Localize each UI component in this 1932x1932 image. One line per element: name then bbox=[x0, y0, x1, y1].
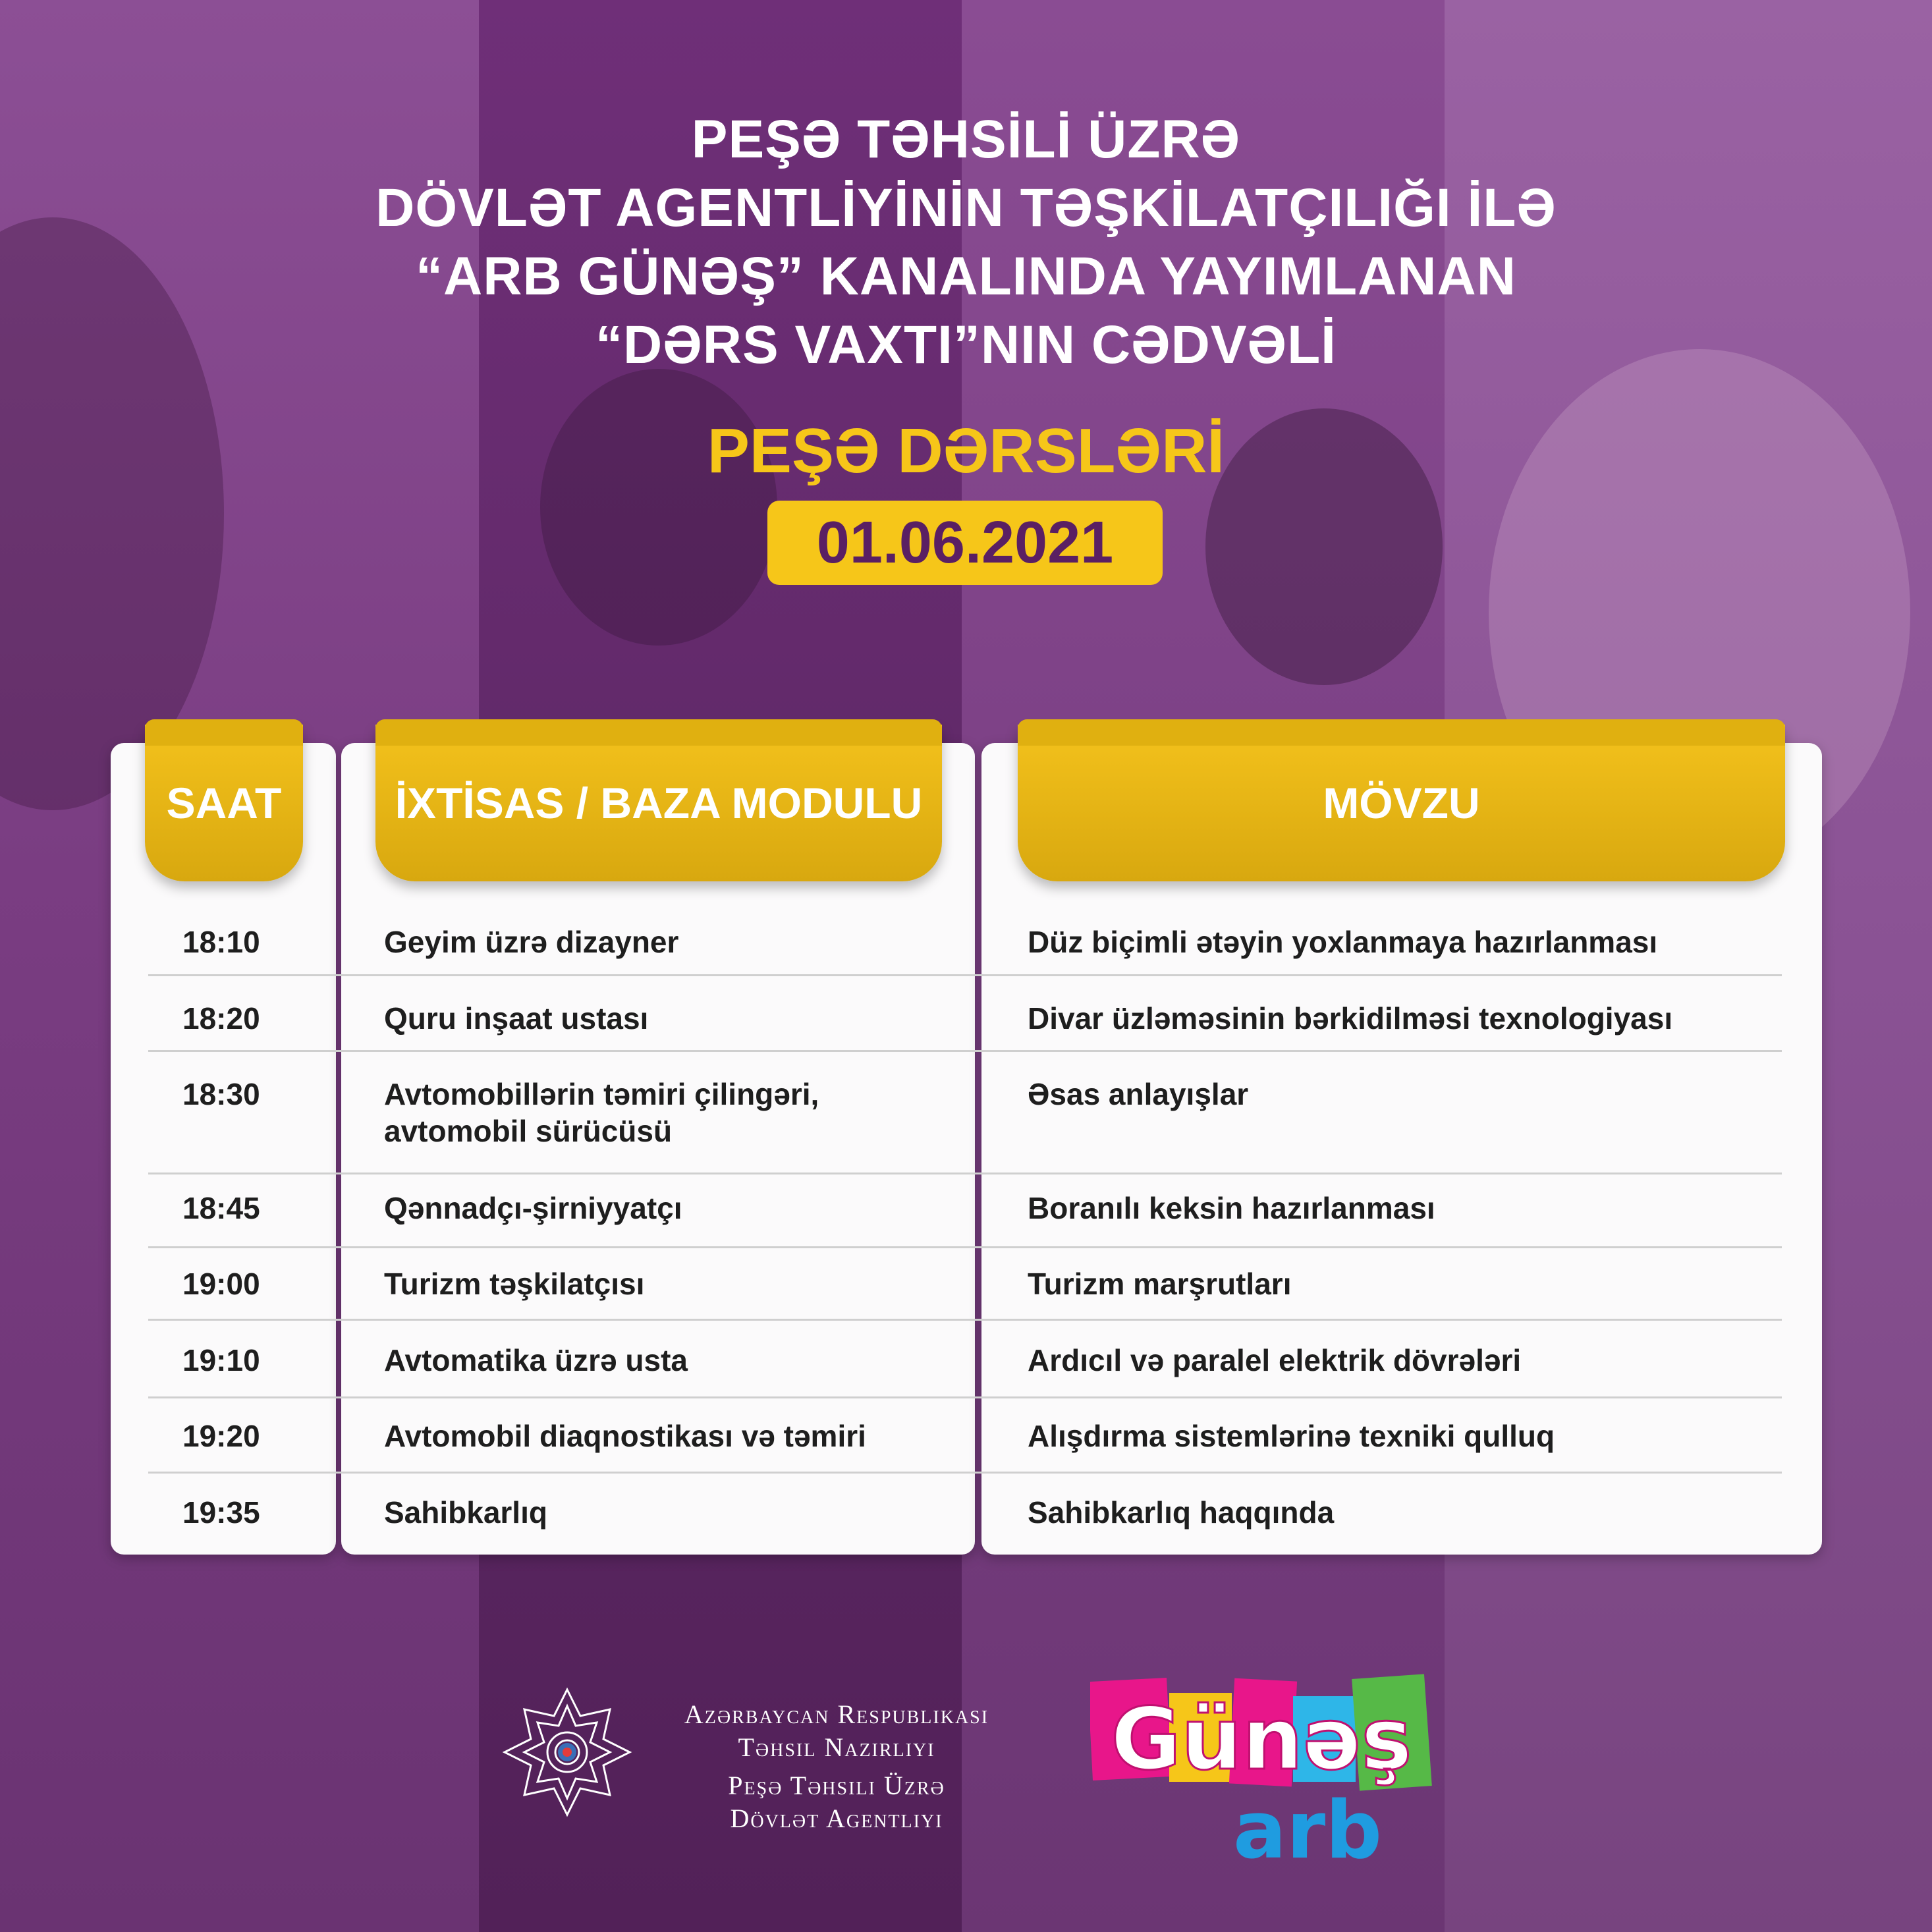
cell-specialty: Sahibkarlıq bbox=[384, 1495, 547, 1530]
background-figure bbox=[540, 369, 777, 646]
title-line: “DƏRS VAXTI”NIN CƏDVƏLİ bbox=[595, 315, 1337, 375]
title-line: PEŞƏ TƏHSİLİ ÜZRƏ bbox=[691, 109, 1241, 169]
subtitle: PEŞƏ DƏRSLƏRİ bbox=[707, 416, 1225, 486]
row-divider bbox=[148, 974, 1782, 976]
cell-specialty: Quru inşaat ustası bbox=[384, 1001, 649, 1035]
row-divider bbox=[148, 1173, 1782, 1174]
org-line: Dövlət Agentliyi bbox=[730, 1804, 943, 1833]
cell-time: 18:10 bbox=[182, 925, 260, 959]
row-divider bbox=[148, 1472, 1782, 1474]
cell-topic: Əsas anlayışlar bbox=[1028, 1077, 1249, 1111]
cell-time: 18:30 bbox=[182, 1077, 260, 1111]
cell-topic: Boranılı keksin hazırlanması bbox=[1028, 1191, 1435, 1225]
cell-topic: Ardıcıl və paralel elektrik dövrələri bbox=[1028, 1343, 1522, 1377]
cell-topic: Sahibkarlıq haqqında bbox=[1028, 1495, 1335, 1530]
title-line: DÖVLƏT AGENTLİYİNİN TƏŞKİLATÇILIĞI İLƏ bbox=[375, 178, 1557, 238]
org-line: Təhsil Nazirliyi bbox=[738, 1732, 935, 1762]
org-line: Peşə Təhsili Üzrə bbox=[728, 1771, 945, 1800]
org-line: Azərbaycan Respublikası bbox=[684, 1699, 989, 1729]
cell-topic: Divar üzləməsinin bərkidilməsi texnologiyası bbox=[1028, 1001, 1673, 1035]
column-header-topic: MÖVZU bbox=[1018, 725, 1785, 881]
cell-specialty: Geyim üzrə dizayner bbox=[384, 925, 679, 959]
arb-gunes-logo bbox=[1090, 1660, 1446, 1877]
cell-time: 18:20 bbox=[182, 1001, 260, 1035]
cell-specialty: Qənnadçı-şirniyyatçı bbox=[384, 1191, 682, 1225]
logo-word: Günəş bbox=[1111, 1689, 1412, 1789]
cell-time: 19:00 bbox=[182, 1267, 260, 1301]
cell-specialty: Avtomobillərin təmiri çilingəri, avtomobil sürücüsü bbox=[384, 1077, 819, 1148]
cell-specialty: Avtomatika üzrə usta bbox=[384, 1343, 688, 1377]
organization-name bbox=[652, 1698, 1021, 1835]
title-line: “ARB GÜNƏŞ” KANALINDA YAYIMLANAN bbox=[416, 246, 1516, 306]
logo-sub: arb bbox=[1232, 1785, 1383, 1877]
cell-topic: Turizm marşrutları bbox=[1028, 1267, 1292, 1301]
cell-time: 19:10 bbox=[182, 1343, 260, 1377]
cell-topic: Düz biçimli ətəyin yoxlanmaya hazırlanması bbox=[1028, 925, 1658, 959]
column-header-specialty: İXTİSAS / BAZA MODULU bbox=[375, 725, 942, 881]
date-badge: 01.06.2021 bbox=[767, 501, 1163, 585]
column-header-time: SAAT bbox=[145, 725, 303, 881]
cell-specialty: Avtomobil diaqnostikası və təmiri bbox=[384, 1419, 866, 1453]
cell-time: 19:35 bbox=[182, 1495, 260, 1530]
cell-time: 18:45 bbox=[182, 1191, 260, 1225]
cell-topic: Alışdırma sistemlərinə texniki qulluq bbox=[1028, 1419, 1555, 1453]
page-title bbox=[0, 105, 1932, 379]
row-divider bbox=[148, 1396, 1782, 1398]
row-divider bbox=[148, 1246, 1782, 1248]
row-divider bbox=[148, 1319, 1782, 1321]
row-divider bbox=[148, 1050, 1782, 1052]
ministry-emblem-icon bbox=[498, 1683, 636, 1821]
cell-specialty: Turizm təşkilatçısı bbox=[384, 1267, 645, 1301]
cell-time: 19:20 bbox=[182, 1419, 260, 1453]
